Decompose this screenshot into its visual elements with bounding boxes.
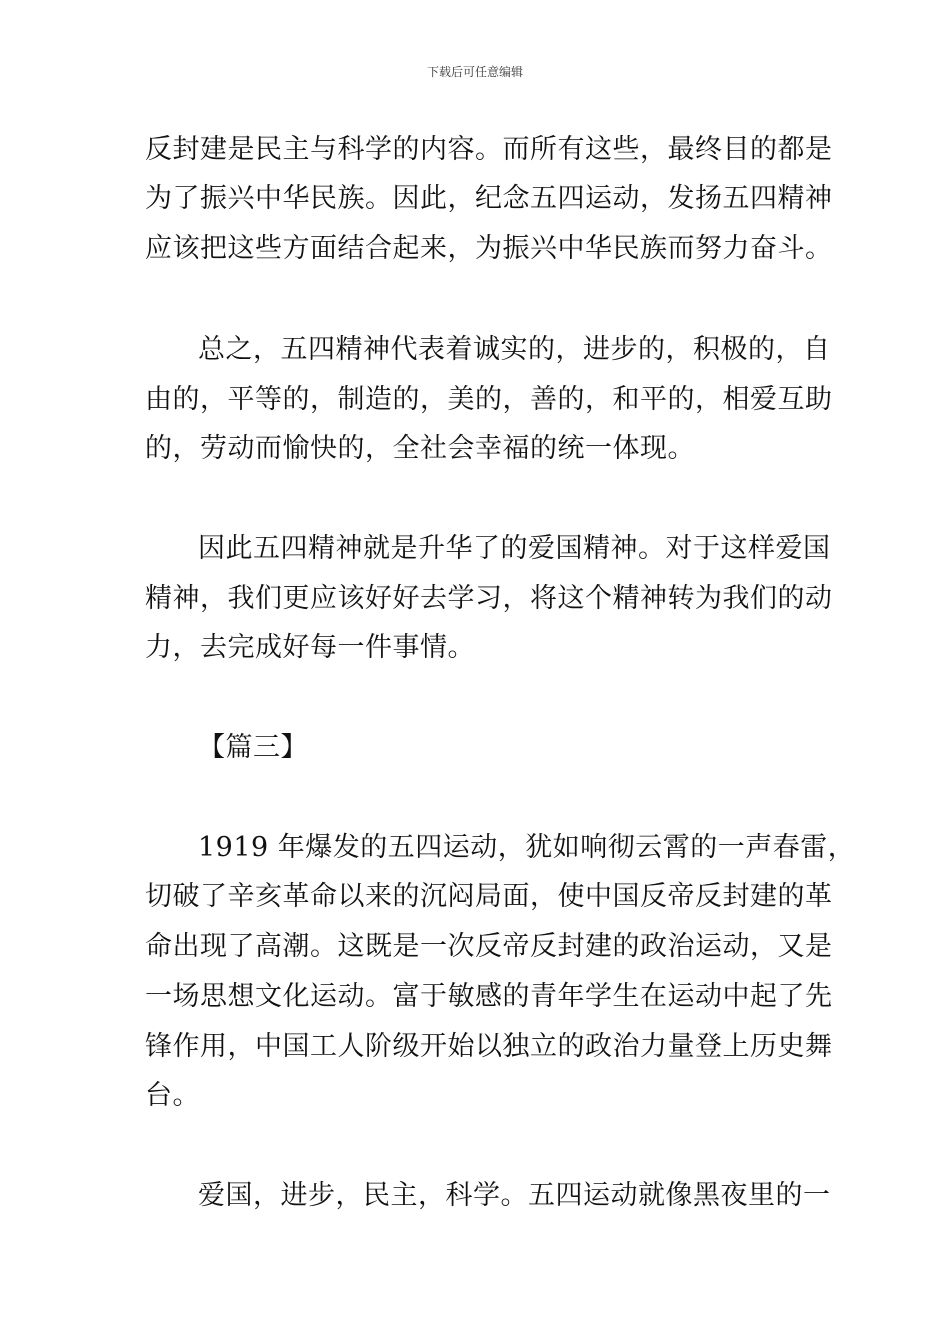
paragraph-line: 1919 年爆发的五四运动，犹如响彻云霄的一声春雷， [198,832,856,863]
paragraph-line: 因此五四精神就是升华了的爱国精神。对于这样爱国 [198,533,831,564]
paragraph-line: 总之，五四精神代表着诚实的，进步的，积极的，自 [198,334,831,365]
paragraph-line: 的，劳动而愉快的，全社会幸福的统一体现。 [145,433,695,464]
paragraph-line: 命出现了高潮。这既是一次反帝反封建的政治运动，又是 [145,931,833,962]
paragraph-line: 由的，平等的，制造的，美的，善的，和平的，相爱互助 [145,384,833,415]
paragraph-line: 应该把这些方面结合起来，为振兴中华民族而努力奋斗。 [145,233,833,264]
paragraph-line: 切破了辛亥革命以来的沉闷局面，使中国反帝反封建的革 [145,881,833,912]
paragraph-line: 力，去完成好每一件事情。 [145,632,475,663]
page-header: 下载后可任意编辑 [426,65,523,79]
section-heading: 【篇三】 [198,732,308,763]
paragraph-line: 为了振兴中华民族。因此，纪念五四运动，发扬五四精神 [145,183,833,214]
paragraph-line: 爱国，进步，民主，科学。五四运动就像黑夜里的一 [198,1180,831,1211]
paragraph-line: 一场思想文化运动。富于敏感的青年学生在运动中起了先 [145,981,833,1012]
paragraph-line: 台。 [145,1080,200,1111]
paragraph-line: 反封建是民主与科学的内容。而所有这些，最终目的都是 [145,134,833,165]
paragraph-line: 锋作用，中国工人阶级开始以独立的政治力量登上历史舞 [145,1031,833,1062]
paragraph-line: 精神，我们更应该好好去学习，将这个精神转为我们的动 [145,583,833,614]
